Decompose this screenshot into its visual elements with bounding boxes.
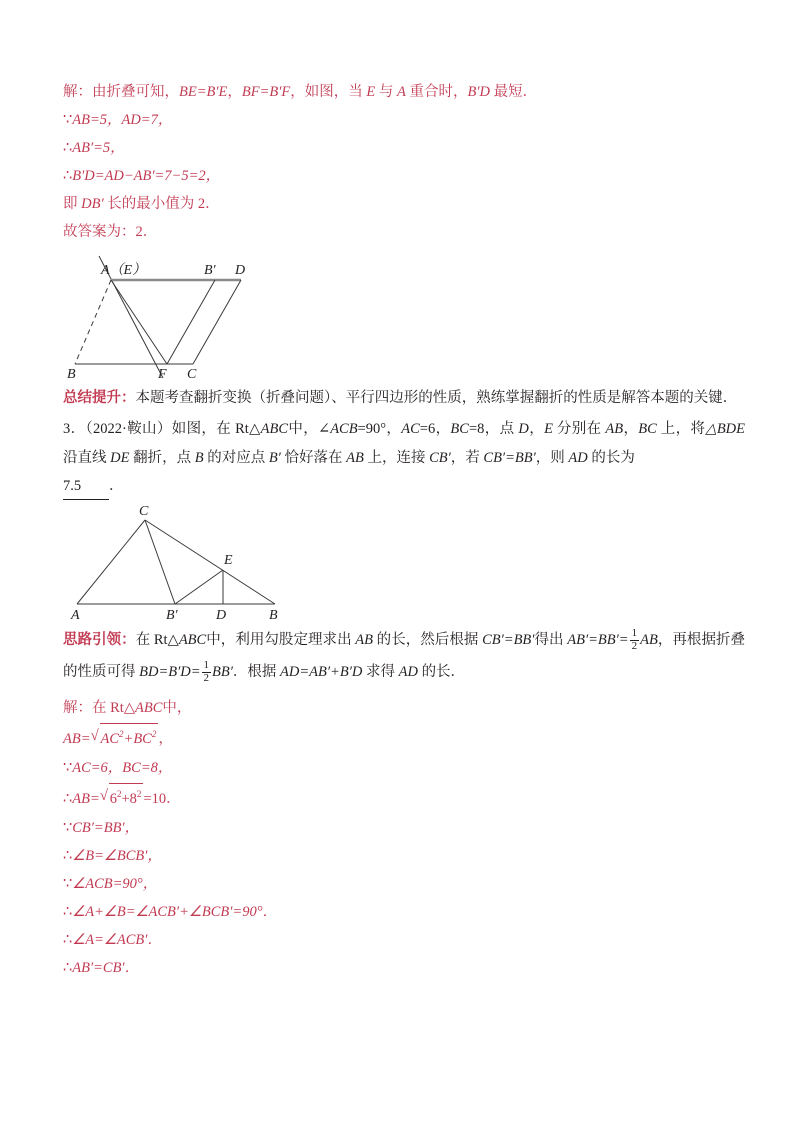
fraction-denominator: 2 (203, 671, 210, 684)
problem-text: 如图，在 Rt△ (171, 421, 261, 437)
fraction-one-half (202, 660, 212, 684)
fraction-numerator: 1 (631, 627, 638, 640)
segment-bprime-e (175, 570, 223, 604)
solution-line (63, 926, 745, 954)
problem-text: ， (528, 421, 545, 437)
therefore-symbol: ∴ (63, 904, 73, 920)
hint-block (63, 624, 745, 688)
summary-tag: 总结提升： (63, 390, 136, 406)
math-expr: B′D (467, 84, 491, 100)
math-expr: AB′=BB′= (567, 632, 629, 648)
solution-line (63, 898, 745, 926)
solution-text: 如图，当 (304, 84, 367, 100)
label-f: F (158, 367, 167, 382)
solution-block-3 (63, 694, 745, 982)
hint-text: 中，利用勾股定理求出 (206, 632, 356, 648)
parallelogram-svg (63, 254, 323, 380)
math-expr: AB (605, 421, 624, 437)
solution-line (63, 782, 745, 814)
math-expr: =10． (143, 791, 181, 807)
solution-text: 最短． (490, 84, 538, 100)
math-expr: CB′ (429, 450, 451, 466)
segment-dc (193, 280, 241, 364)
math-expr: BB′ (212, 664, 233, 680)
solution-line (63, 218, 745, 246)
math-expr: AB= (72, 791, 100, 807)
fraction-numerator: 1 (203, 659, 210, 672)
because-symbol: ∵ (63, 112, 73, 128)
segment-ac (77, 520, 145, 604)
solution-prefix: 解： (63, 700, 92, 716)
problem-text: ，若 (450, 450, 484, 466)
math-expr: A (397, 84, 406, 100)
problem-text: 翻折，点 (129, 450, 195, 466)
label-c: C (187, 367, 197, 382)
label-c: C (139, 504, 149, 519)
square-root (100, 782, 144, 814)
math-expr: BC (638, 421, 657, 437)
therefore-symbol: ∴ (63, 960, 73, 976)
problem-text: 分别在 (552, 421, 606, 437)
math-expr: ∠A+∠B=∠ACB′+∠BCB′=90°． (72, 904, 277, 920)
problem-number: 3． (63, 421, 86, 437)
label-b-prime: B′ (204, 263, 216, 278)
hint-text: 据折叠的性质可得 (63, 632, 746, 680)
problem-3-statement (63, 415, 745, 473)
hint-text: ．根据 (232, 664, 281, 680)
math-expr: BD=B′D= (139, 664, 201, 680)
math-expr: DB′ (81, 196, 104, 212)
math-expr: ∠A=∠ACB′． (72, 932, 162, 948)
hint-text: 的长，然后根据 (373, 632, 483, 648)
because-symbol: ∵ (63, 820, 73, 836)
problem-text: 沿直线 (63, 450, 111, 466)
problem-text: =6， (419, 421, 451, 437)
math-expr: ABC (178, 632, 207, 648)
math-expr: AB′=5， (72, 140, 125, 156)
math-expr: BC (450, 421, 469, 437)
math-expr: AB (355, 632, 373, 648)
math-expr: B′D=AD−AB′=7−5=2， (72, 168, 221, 184)
page-content (63, 78, 745, 982)
problem-text: 上，连接 (363, 450, 430, 466)
punct: ， (290, 84, 305, 100)
fraction-denominator: 2 (631, 639, 638, 652)
solution-text: 中， (162, 700, 192, 716)
solution-line (63, 78, 745, 106)
solution-block-1 (63, 78, 745, 246)
therefore-symbol: ∴ (63, 140, 73, 156)
solution-line (63, 814, 745, 842)
label-a-e: A（E） (101, 263, 147, 278)
because-symbol: ∵ (63, 760, 73, 776)
therefore-symbol: ∴ (63, 791, 73, 807)
math-expr: CB′=BB′ (482, 632, 535, 648)
math-expr: B (194, 450, 204, 466)
solution-line (63, 870, 745, 898)
math-expr: ABC (134, 700, 163, 716)
solution-line (63, 106, 745, 134)
math-expr: ABC (260, 421, 289, 437)
math-expr: AB′=CB′． (72, 960, 140, 976)
solution-text: 由折叠可知， (92, 84, 179, 100)
math-expr: DE (110, 450, 130, 466)
math-expr: E (544, 421, 553, 437)
solution-line (63, 134, 745, 162)
problem-3-answer-line (63, 473, 745, 500)
problem-text: 上，将 (656, 421, 706, 437)
math-expr: CB′=BB′ (483, 450, 536, 466)
summary-text: 本题考查翻折变换（折叠问题）、平行四边形的性质，熟练掌握翻折的性质是解答本题的关键． (135, 390, 738, 406)
radicand: $6^2+8^2$ (109, 783, 144, 814)
math-expr: AB (346, 450, 364, 466)
answer-blank: 7.5 (63, 473, 109, 500)
problem-text: ，则 (535, 450, 569, 466)
math-expr: B′ (268, 450, 281, 466)
solution-prefix: 解： (63, 84, 92, 100)
label-a: A (71, 608, 80, 623)
right-triangle-svg (63, 504, 323, 622)
math-expr: AD (568, 450, 588, 466)
math-expr: AB=5，AD=7， (72, 112, 173, 128)
solution-line (63, 842, 745, 870)
problem-text: 的对应点 (203, 450, 269, 466)
square-root (91, 722, 159, 754)
solution-text: 长的最小值为 2． (103, 196, 220, 212)
math-expr: ∠ACB=90°， (72, 876, 158, 892)
problem-text: 的长为 (587, 450, 635, 466)
segment-c-bprime (145, 520, 175, 604)
therefore-symbol: ∴ (63, 932, 73, 948)
math-expr: AC (401, 421, 420, 437)
solution-text: 与 (375, 84, 398, 100)
punct: ． (109, 478, 124, 494)
hint-text: 得出 (534, 632, 568, 648)
radicand: $AC^2+BC^2$ (100, 723, 159, 754)
fraction-one-half (630, 628, 640, 652)
problem-source: （2022·鞍山） (85, 421, 172, 437)
problem-text: =90°， (357, 421, 402, 437)
because-symbol: ∵ (63, 876, 73, 892)
punct: ， (227, 84, 242, 100)
label-d: D (216, 608, 227, 623)
segment-bprime-f (167, 280, 215, 364)
label-b-prime: B′ (166, 608, 178, 623)
math-expr: AD (398, 664, 418, 680)
math-expr: ∠B=∠BCB′， (72, 848, 162, 864)
math-expr: BF=B′F (241, 84, 291, 100)
hint-text: 的长． (417, 664, 466, 680)
solution-line (63, 722, 745, 754)
punct: ， (158, 731, 173, 747)
figure-right-triangle (63, 504, 745, 622)
hint-text: 在 Rt△ (135, 632, 179, 648)
summary-block (63, 384, 745, 413)
math-expr: AB (640, 632, 658, 648)
math-expr: △BDE (705, 421, 746, 437)
problem-text: =8，点 (468, 421, 519, 437)
hint-text: ，再根 (657, 632, 702, 648)
math-expr: E (366, 84, 376, 100)
math-expr: BE=B′E (179, 84, 228, 100)
math-expr: CB′=BB′， (72, 820, 140, 836)
solution-text: 在 Rt△ (92, 700, 135, 716)
problem-text: 恰好落在 (280, 450, 347, 466)
therefore-symbol: ∴ (63, 848, 73, 864)
solution-line (63, 162, 745, 190)
solution-line (63, 694, 745, 722)
segment-a-f (111, 280, 167, 364)
segment-cb (145, 520, 275, 604)
math-expr: AD=AB′+B′D (280, 664, 363, 680)
hint-text: 求得 (362, 664, 399, 680)
therefore-symbol: ∴ (63, 168, 73, 184)
solution-text: 重合时， (405, 84, 468, 100)
solution-text: 即 (63, 196, 82, 212)
hint-tag: 思路引领： (63, 632, 136, 648)
solution-line (63, 954, 745, 982)
figure-parallelogram (63, 254, 745, 380)
label-d: D (235, 263, 246, 278)
problem-text: ， (623, 421, 639, 437)
label-b: B (67, 367, 76, 382)
solution-line (63, 754, 745, 782)
solution-line (63, 190, 745, 218)
math-expr: D (518, 421, 529, 437)
label-e: E (224, 553, 233, 568)
math-expr: AC=6，BC=8， (72, 760, 173, 776)
label-b: B (269, 608, 278, 623)
problem-text: 中，∠ (288, 421, 331, 437)
segment-ab-dashed (75, 280, 111, 364)
math-expr: ACB (330, 421, 358, 437)
math-expr: AB= (63, 731, 91, 747)
final-answer-text: 故答案为：2． (63, 224, 158, 240)
